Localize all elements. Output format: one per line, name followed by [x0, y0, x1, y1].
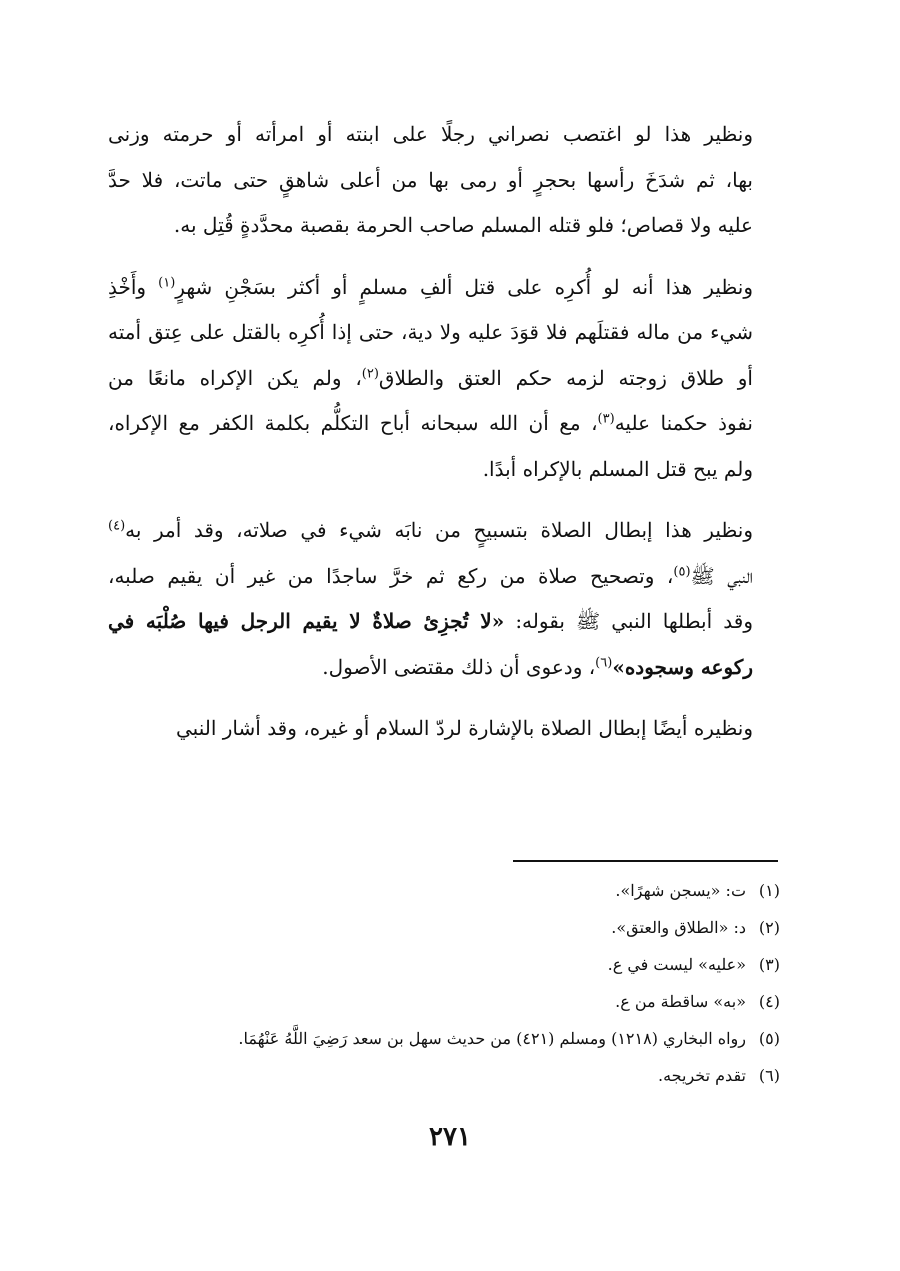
footnotes-list [160, 872, 780, 1094]
footnote-ref-6[interactable]: (٦) [595, 654, 613, 670]
text-line: ونظير هذا لو اغتصب نصراني رجلًا على ابنته أو امرأته أو حرمته وزنى [108, 122, 753, 146]
footnote-number: (٢) [758, 918, 780, 937]
footnote-number: (٥) [758, 1029, 780, 1048]
footnote-text: «عليه» ليست في ع. [607, 955, 746, 974]
text-line: عليه ولا قصاص؛ فلو قتله المسلم صاحب الحرمة بقصبة محدَّدةٍ قُتِل به. [173, 213, 753, 237]
text-line [108, 599, 783, 645]
text-line [108, 356, 783, 402]
page-number: ٢٧١ [429, 1122, 471, 1152]
paragraph-2 [108, 265, 783, 493]
footnote-text: رواه البخاري (١٢١٨) ومسلم (٤٢١) من حديث سهل بن سعد رَضِيَ اللَّهُ عَنْهُمَا. [238, 1029, 746, 1048]
text-segment: ونظير هذا إبطال الصلاة بتسبيحٍ من نابَه شيء في صلاته، وقد أمر به [125, 518, 753, 542]
footnote-item [160, 872, 780, 909]
text-line: بها، ثم شدَخَ رأسها بحجرٍ أو رمى بها من أعلى شاهقٍ حتى ماتت، فلا حدَّ [108, 167, 753, 192]
text-segment: وأَخْذِ [108, 274, 159, 299]
text-segment: ، ودعوى أن ذلك مقتضى الأصول. [322, 654, 596, 679]
paragraph-3 [108, 508, 783, 690]
footnote-divider [513, 860, 778, 862]
footnote-number: (٤) [758, 992, 780, 1011]
footnote-text: ت: «يسجن شهرًا». [615, 881, 746, 900]
footnote-text: «به» ساقطة من ع. [615, 992, 746, 1011]
text-line [108, 645, 783, 691]
footnote-number: (١) [758, 881, 780, 900]
text-line [108, 554, 783, 600]
text-segment: النبي ﷺ [690, 563, 753, 588]
footnote-number: (٣) [758, 955, 780, 974]
footnote-item [160, 909, 780, 946]
footnote-item [160, 1057, 780, 1094]
main-text [108, 112, 783, 768]
text-line: ونظيره أيضًا إبطال الصلاة بالإشارة لردّ السلام أو غيره، وقد أشار النبي [176, 716, 753, 740]
text-line: ولم يبح قتل المسلم بالإكراه أبدًا. [482, 456, 753, 481]
footnote-item [160, 1020, 780, 1057]
text-segment: وقد أبطلها النبي ﷺ بقوله: [504, 609, 753, 633]
text-segment: ، مع أن الله سبحانه أباح التكلُّم بكلمة الكفر مع الإكراه، [108, 411, 598, 435]
text-segment: ونظير هذا أنه لو أُكرِه على قتل ألفِ مسلمٍ أو أكثر بسَجْنِ شهرٍ [175, 274, 754, 299]
footnote-number: (٦) [758, 1066, 780, 1085]
paragraph-4 [108, 706, 783, 752]
hadith-quote: ركوعه وسجوده» [612, 654, 753, 679]
footnote-ref-1[interactable]: (١) [158, 274, 176, 290]
footnote-text: د: «الطلاق والعتق». [611, 918, 746, 937]
footnote-ref-3[interactable]: (٣) [597, 411, 615, 427]
footnote-item [160, 983, 780, 1020]
footnote-ref-2[interactable]: (٢) [361, 365, 379, 381]
text-segment: ، ولم يكن الإكراه مانعًا من [108, 365, 362, 390]
text-line [108, 401, 783, 447]
text-line [108, 265, 783, 311]
text-line [108, 508, 783, 554]
footnote-ref-4[interactable]: (٤) [108, 518, 126, 534]
footnote-item [160, 946, 780, 983]
text-line: شيء من ماله فقتلَهم فلا قوَدَ عليه ولا دية، حتى إذا أُكرِه بالقتل على عِتق أمته [108, 320, 753, 344]
footnote-text: تقدم تخريجه. [658, 1066, 746, 1085]
text-segment: نفوذ حكمنا عليه [614, 411, 753, 435]
text-segment: ، وتصحيح صلاة من ركع ثم خرَّ ساجدًا من غير أن يقيم صلبه، [108, 563, 674, 588]
hadith-quote: «لا تُجزِئ صلاةٌ لا يقيم الرجل فيها صُلْبَه في [108, 609, 505, 633]
footnote-ref-5[interactable]: (٥) [673, 563, 691, 579]
text-segment: أو طلاق زوجته لزمه حكم العتق والطلاق [378, 365, 753, 390]
paragraph-1 [108, 112, 783, 249]
